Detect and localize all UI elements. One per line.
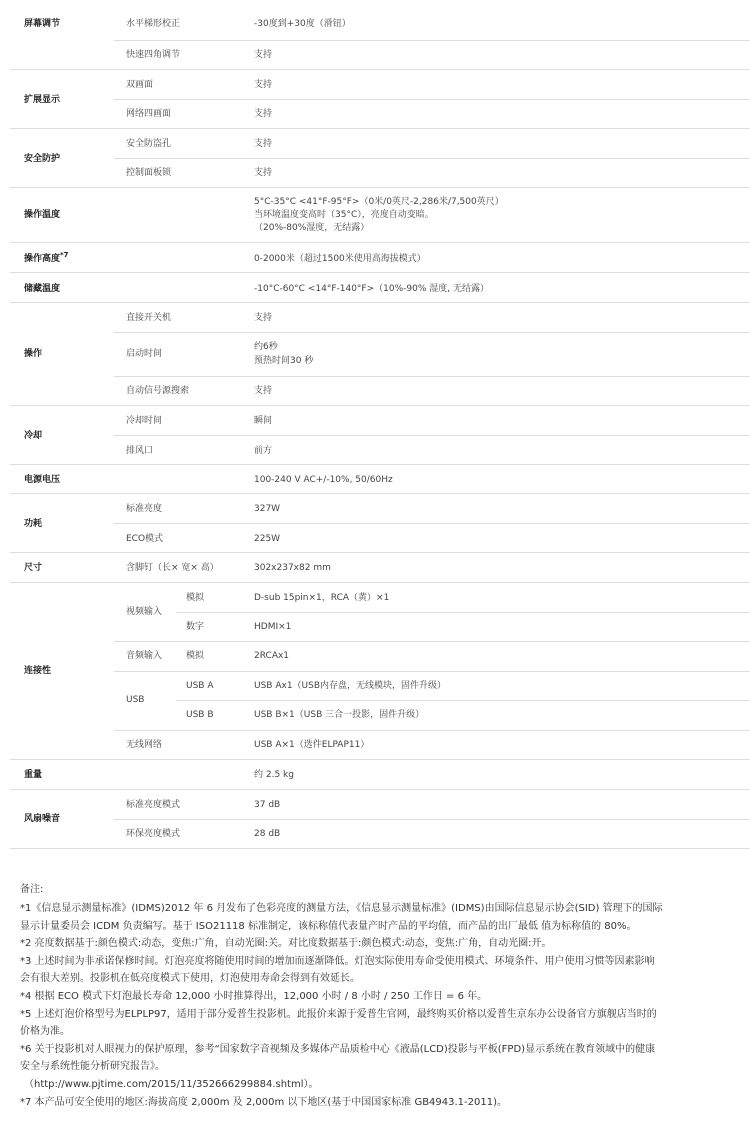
- category-label: 屏幕调节: [24, 19, 61, 29]
- param-value: D-sub 15pin×1，RCA（黄）×1: [254, 593, 390, 603]
- row-weight: [10, 760, 750, 790]
- param-value: 100-240 V AC+/-10%, 50/60Hz: [254, 475, 393, 485]
- param-value: 约 2.5 kg: [254, 770, 294, 780]
- category-label: 扩展显示: [24, 95, 61, 105]
- divider: [114, 376, 750, 377]
- param-value: 302x237x82 mm: [254, 563, 331, 573]
- param-value: 327W: [254, 504, 281, 514]
- row-operation: [10, 303, 750, 406]
- param-label: 安全防盗孔: [126, 139, 172, 149]
- param-value: 225W: [254, 534, 281, 544]
- row-fan-noise: [10, 790, 750, 849]
- param-label: 含脚钉（长× 宽× 高）: [126, 563, 219, 573]
- row-extended-display: [10, 70, 750, 129]
- param-label: 网络四画面: [126, 109, 172, 119]
- note-line: *6 关于投影机对人眼视力的保护原理，参考“国家数字音视频及多媒体产品质检中心《液晶(LCD)投影与平板(FPD)显示系统在教育领域中的健康: [20, 1043, 656, 1055]
- divider: [114, 671, 750, 672]
- note-line: 安全与系统性能分析研究报告》。: [20, 1061, 165, 1073]
- category-label: 连接性: [24, 666, 52, 676]
- param-value: 支持: [254, 109, 273, 119]
- row-security: [10, 129, 750, 188]
- divider: [114, 641, 750, 642]
- note-line: *5 上述灯泡价格型号为ELPLP97，适用于部分爱普生投影机。此报价来源于爱普生官网，最终购买价格以爱普生京东办公设备官方旗舰店当时的: [20, 1008, 657, 1020]
- param-value: 0-2000米（超过1500米使用高海拔模式）: [254, 254, 426, 264]
- divider: [114, 99, 750, 100]
- note-line: 会有很大差别。投影机在低亮度模式下使用，灯泡使用寿命会得到有效延长。: [20, 973, 360, 985]
- param-value: USB Ax1（USB内存盘，无线模块，固件升级）: [254, 681, 447, 691]
- param-value: 28 dB: [254, 829, 281, 839]
- param-value: 2RCAx1: [254, 651, 290, 661]
- param-label: 标准亮度模式: [126, 800, 181, 810]
- category-label: 操作温度: [24, 210, 61, 220]
- note-line: *2 亮度数据基于:颜色模式:动态，变焦:广角，自动光圈:关。对比度数据基于:颜色模式:动态，变焦:广角，自动光圈:开。: [20, 938, 552, 950]
- param-value-line1: 约6秒: [254, 342, 278, 352]
- param-label: 快速四角调节: [126, 50, 181, 60]
- param-value: -10°C-60°C <14°F-140°F>（10%-90% 湿度, 无结露）: [254, 284, 489, 294]
- footnote-mark: *7: [60, 251, 69, 259]
- notes-body: [20, 900, 710, 1111]
- param-label: 音频输入: [126, 651, 163, 661]
- param-label: 水平梯形校正: [126, 19, 181, 29]
- param-sublabel: 模拟: [186, 651, 205, 661]
- param-sublabel: USB A: [186, 681, 214, 691]
- param-sublabel: 数字: [186, 622, 205, 632]
- note-line: 价格为准。: [20, 1026, 70, 1038]
- note-line: *3 上述时间为非承诺保修时间。灯泡亮度将随使用时间的增加而逐渐降低。灯泡实际使用寿命受使用模式、环境条件、用户使用习惯等因素影响: [20, 955, 655, 967]
- category-label: 储藏温度: [24, 284, 61, 294]
- param-label: 排风口: [126, 446, 154, 456]
- row-connectivity: [10, 583, 750, 760]
- param-label: 控制面板锁: [126, 168, 172, 178]
- note-line: *7 本产品可安全使用的地区:海拔高度 2,000m 及 2,000m 以下地区(基于中国国家标准 GB4943.1-2011)。: [20, 1096, 508, 1108]
- param-value: 瞬间: [254, 416, 273, 426]
- note-line: 显示计量委员会 ICDM 负责编写。基于 ISO21118 标准制定，该标称值代表量产时产品的平均值，而产品的出厂最低 值为标称值的 80%。: [20, 920, 637, 932]
- param-sublabel: USB B: [186, 710, 214, 720]
- row-voltage: [10, 465, 750, 494]
- category-label: 操作: [24, 349, 43, 359]
- category-label: 冷却: [24, 431, 43, 441]
- param-label: 视频输入: [126, 607, 163, 617]
- param-label: ECO模式: [126, 534, 164, 544]
- category-label: 电源电压: [24, 475, 61, 485]
- divider: [176, 612, 750, 613]
- param-value: HDMI×1: [254, 622, 292, 632]
- category-label: 操作高度$^{*7}$: [24, 251, 69, 264]
- param-value: 37 dB: [254, 800, 281, 810]
- category-label: 尺寸: [24, 563, 43, 573]
- row-operating-temp: [10, 188, 750, 243]
- category-label: 风扇噪音: [24, 814, 61, 824]
- param-value: 支持: [254, 50, 273, 60]
- note-line: （http://www.pjtime.com/2015/11/352666299884.shtml）。: [24, 1078, 319, 1090]
- param-value: USB A×1（选件ELPAP11）: [254, 740, 370, 750]
- param-label: 启动时间: [126, 349, 163, 359]
- divider: [114, 435, 750, 436]
- param-value: 支持: [254, 168, 273, 178]
- param-label: 双画面: [126, 80, 154, 90]
- category-label: 功耗: [24, 519, 43, 529]
- note-line: *1《信息显示测量标准》(IDMS)2012 年 6 月发布了色彩亮度的测量方法，《信息显示测量标准》(IDMS)由国际信息显示协会(SID) 管理下的国际: [20, 903, 663, 914]
- param-label: USB: [126, 695, 145, 705]
- divider: [176, 700, 750, 701]
- param-label: 无线网络: [126, 740, 163, 750]
- param-label: 标准亮度: [126, 504, 163, 514]
- param-sublabel: 模拟: [186, 593, 205, 603]
- param-value: 支持: [254, 313, 273, 323]
- category-label: 安全防护: [24, 154, 61, 164]
- notes-title: 备注:: [20, 884, 44, 895]
- notes-section: [20, 880, 710, 1111]
- row-storage-temp: [10, 273, 750, 303]
- row-screen-adjust: [10, 0, 750, 70]
- param-label: 自动信号源搜索: [126, 386, 190, 396]
- divider: [114, 730, 750, 731]
- param-label: 环保亮度模式: [126, 829, 181, 839]
- divider: [114, 523, 750, 524]
- row-power: [10, 494, 750, 553]
- param-value: 支持: [254, 386, 273, 396]
- param-value: 前方: [254, 446, 273, 456]
- param-value: -30度到+30度（滑钮）: [254, 19, 351, 29]
- param-value-line2: 预热时间30 秒: [254, 356, 314, 366]
- param-value-line1: 5°C-35°C <41°F-95°F>（0米/0英尺-2,286米/7,500英尺）: [254, 197, 504, 207]
- param-value: USB B×1（USB 三合一投影，固件升级）: [254, 710, 425, 720]
- param-label: 冷却时间: [126, 416, 163, 426]
- row-cooling: [10, 406, 750, 465]
- param-value-line2: 当环境温度变高时（35°C），亮度自动变暗。: [254, 210, 434, 220]
- param-value: 支持: [254, 80, 273, 90]
- divider: [114, 40, 750, 41]
- divider: [114, 819, 750, 820]
- note-line: *4 根据 ECO 模式下灯泡最长寿命 12,000 小时推算得出，12,000 小时 / 8 小时 / 250 工作日 = 6 年。: [20, 990, 488, 1002]
- divider: [114, 158, 750, 159]
- row-operating-altitude: [10, 243, 750, 273]
- param-value-line3: （20%-80%湿度，无结露）: [254, 223, 370, 233]
- row-size: [10, 553, 750, 583]
- category-label: 重量: [24, 770, 43, 780]
- divider: [114, 332, 750, 333]
- param-label: 直接开关机: [126, 313, 172, 323]
- param-value: 支持: [254, 139, 273, 149]
